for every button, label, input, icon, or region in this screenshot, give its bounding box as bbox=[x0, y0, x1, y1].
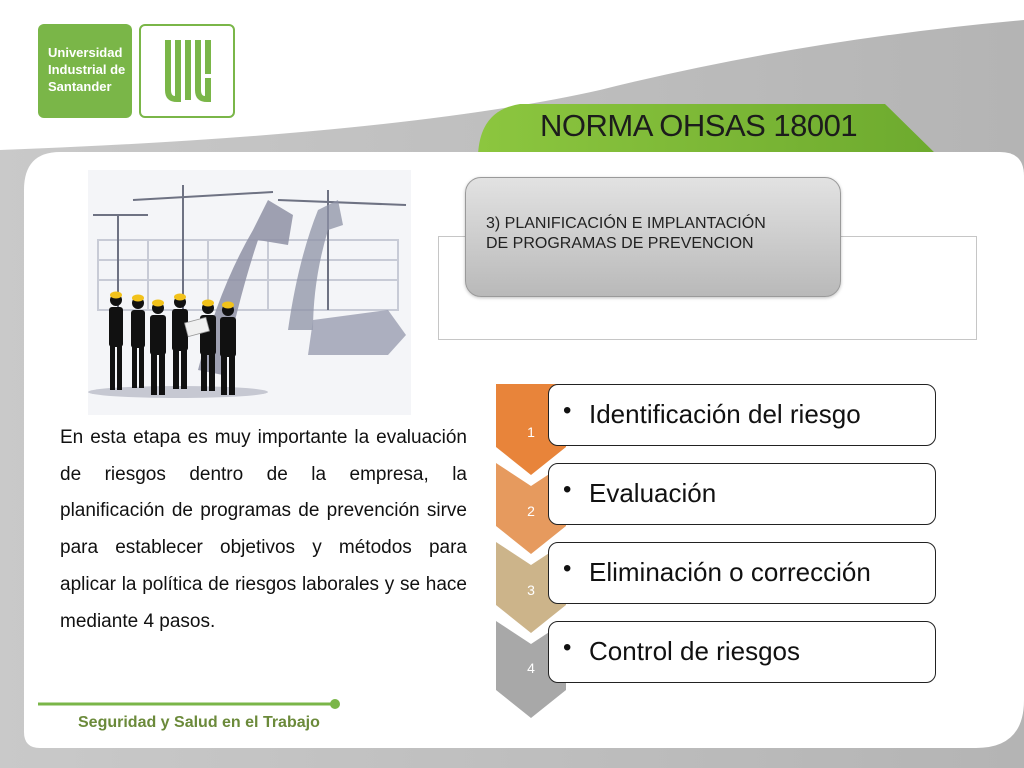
step-number-3: 3 bbox=[527, 582, 535, 598]
step-label-1: Identificación del riesgo bbox=[589, 399, 861, 429]
step-label-2: Evaluación bbox=[589, 478, 717, 508]
footer-label: Seguridad y Salud en el Trabajo bbox=[78, 714, 320, 731]
step-number-2: 2 bbox=[527, 503, 535, 519]
step-box-4 bbox=[548, 621, 936, 683]
logo-line-3: Santander bbox=[48, 79, 112, 94]
step-box-2 bbox=[548, 463, 936, 525]
logo-line-1: Universidad bbox=[48, 45, 123, 60]
step-box-3 bbox=[548, 542, 936, 604]
section-header-line-2: DE PROGRAMAS DE PREVENCION bbox=[486, 235, 754, 252]
step-label-4: Control de riesgos bbox=[589, 636, 800, 666]
slide-title: NORMA OHSAS 18001 bbox=[540, 108, 858, 143]
step-number-4: 4 bbox=[527, 660, 535, 676]
step-box-1 bbox=[548, 384, 936, 446]
section-header-line-1: 3) PLANIFICACIÓN E IMPLANTACIÓN bbox=[486, 215, 766, 232]
logo-line-2: Industrial de bbox=[48, 62, 126, 77]
step-number-1: 1 bbox=[527, 424, 535, 440]
step-label-3: Eliminación o corrección bbox=[589, 557, 871, 587]
description-paragraph: En esta etapa es muy importante la evaluación de riesgos dentro de la empresa, la planificación de programas de prevención sirve para establecer objetivos y métodos para aplicar la política de riesgos laborales y se hace mediante 4 pasos. bbox=[60, 427, 467, 632]
